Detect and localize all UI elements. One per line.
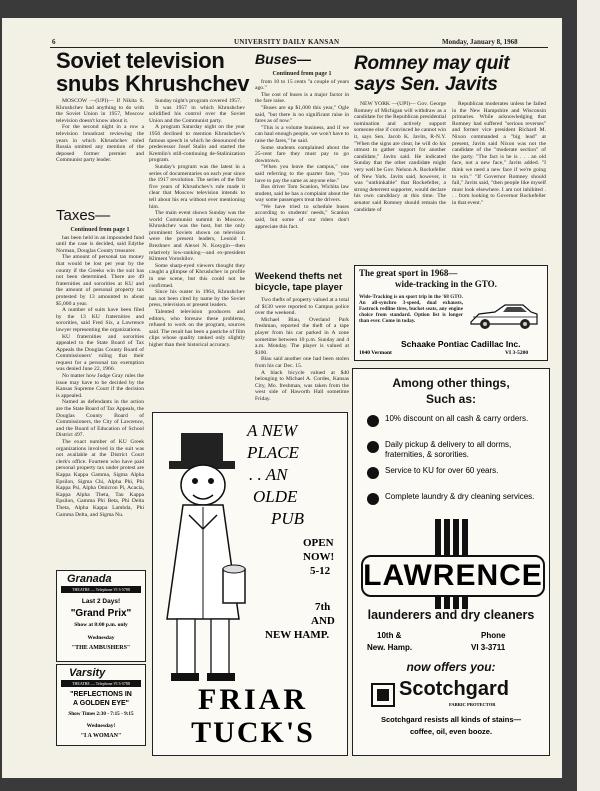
headline-romney-line2: says Sen. Javits <box>354 74 498 95</box>
paragraph: Sunday night's program covered 1957. <box>155 98 242 104</box>
paragraph: Since his ouster in 1964, Khrushchev has not been cited by name by the Soviet press, television or present leaders. <box>149 289 245 309</box>
bullet-icon <box>367 415 379 427</box>
page-number: 6 <box>52 38 56 46</box>
ad-intro-1: Among other things, <box>392 376 510 390</box>
location-line-1: 7th <box>315 601 331 613</box>
paragraph: The main event shown Sunday was the world Communist summit in Moscow. Khrushchev was the host, but the only prominent Soviets shown on television were the present leaders, Leonid I. Brezhnev and Alexei N. Kosygin—then relatively low-ranking—and ex-president Kliment Voroshilov. <box>149 210 245 263</box>
address-line-2: New. Hamp. <box>367 643 413 652</box>
paragraph: Blau said another one had been stolen from his car Dec. 15. <box>255 356 349 369</box>
offer-item: Daily pickup & delivery to all dorms, fraternities, & sororities. <box>385 440 512 459</box>
ad-varsity-theatre <box>56 664 146 746</box>
dealer-name: Schaake Pontiac Cadillac Inc. <box>401 339 521 349</box>
ad-headline-2: wide-tracking in the GTO. <box>395 279 497 289</box>
lawrence-logo: LAWRENCE <box>361 555 545 597</box>
friar-illustration <box>159 419 255 689</box>
ad-pontiac-gto <box>354 265 548 361</box>
offer-item: Service to KU for over 60 years. <box>385 466 499 475</box>
paragraph: Republican moderates unless he failed in the New Hampshire and Wisconsin primaries. While acknowledging that Romney had suffered "serious reverses" and former vice president Richard M. Nixon commanded a "big lead" at present, Javits said Nixon was not the candidate of the "moderate section" of the party. "The fact is he is . . . an old face, not a new face," Javits added. "I think we need a new face if we're going to win." "If Governor Romney should fail," Javits said, "then people like myself must look elsewhere. I am not inhibited . . . from looking to Governor Rockefeller in that event." <box>452 101 546 206</box>
ad-intro-2: Such as: <box>425 392 476 406</box>
paragraph: Some sharp-eyed viewers thought they caught a glimpse of Khrushchev in profile in one scene, but this could not be confirmed. <box>149 262 245 289</box>
pub-line-5: PUB <box>271 509 305 528</box>
ad-days: Last 2 Days! <box>81 598 121 605</box>
ad-headline: The great sport in 1968— <box>359 268 458 278</box>
paragraph: No matter how Judge Gray rules the issue may have to be decided by the Kansas Supreme Court if the decision is appealed. <box>56 373 144 399</box>
showtimes: Show at 8:00 p.m. only <box>74 622 128 628</box>
paragraph: "We have tried to schedule buses according to students' needs," Scanlon said, but some of our riders don't appreciate this fact. <box>255 203 349 230</box>
soviet-column-1 <box>56 98 144 208</box>
paragraph: Some students complained about the 25-cent fare they must pay to go downtown. <box>255 144 349 164</box>
ad-lawrence-launderers <box>352 368 550 756</box>
bullet-icon <box>367 493 379 505</box>
ad-friar-tucks-pub <box>152 412 348 756</box>
headline-thefts-line2: bicycle, tape player <box>255 282 343 293</box>
next-movie: "THE AMBUSHERS" <box>71 645 131 651</box>
paragraph: "Buses are up $1,000 this year," Ogle said, "but there is no significant raise in fares as of now." <box>255 104 349 125</box>
taxes-story <box>56 227 144 567</box>
paragraph: NEW YORK —(UPI)— Gov. George Romney of Michigan will withdraw as a candidate for the Republican presidential nomination and actively support someone else if convinced he cannot win it, says Sen. Jacob K. Javits, R-N.Y. "When the signs are clear, he will do his utmost to gather support for another candidate," Javits said. He indicated Sunday that the other candidate might very well be Gov. Nelson A. Rockefeller of New York. Javits said, however, it was "unthinkable" that Rockefeller, a strong deterrent supporter, would declare his own candidacy at this time. The senator said Romney should remain the candidate of <box>354 101 446 213</box>
paragraph: Bus driver Tom Scanlon, Wichita law student, said he has a complaint about the way some passengers treat the drivers. <box>255 184 349 204</box>
bullet-icon <box>367 467 379 479</box>
stripes-ornament <box>433 519 469 555</box>
headline-thefts-line1: Weekend thefts net <box>255 271 342 282</box>
thefts-story <box>255 297 349 402</box>
paragraph: Michael Blau, Overland Park freshman, reported the theft of a tape player from his car parked in A zone sometime between 10 p.m. Sunday and 4 a.m. Monday. The player is valued at $100. <box>255 316 349 356</box>
issue-date: Monday, January 8, 1968 <box>442 38 518 46</box>
newspaper-page <box>2 18 562 778</box>
headline-soviet-line1: Soviet television <box>56 48 225 73</box>
product-line-1: Scotchgard resists all kinds of stains— <box>380 715 522 724</box>
paragraph: A black bicycle valued at $40 belonging to Michael A. Cordes, Kansas City, Mo. freshman, was taken from the west side of Haworth Hall sometime Friday. <box>255 369 349 402</box>
paragraph: KU fraternities and sororities appealed to the State Board of Tax Appeals the Douglas County Board of Commissioners' ruling that their request for a personal tax exemption was denied June 22, 1966. <box>56 333 144 373</box>
paragraph: MOSCOW —(UPI)— If Nikita S. Khrushchev had anything to do with the Soviet Union in 1957, Moscow television doesn't know about it. <box>56 98 144 124</box>
showtimes: Show Times 2:30 - 7:15 - 9:15 <box>68 711 134 717</box>
pub-line-4: OLDE <box>253 487 298 506</box>
address-line-1: 10th & <box>377 631 402 640</box>
phone-number: VI 3-3711 <box>471 643 506 652</box>
continued-kicker: Continued from page 1 <box>272 71 332 77</box>
paragraph: A number of suits have been filed by the 13 KU fraternities and sororities, said Fred Six, a Lawrence lawyer representing the organizations. <box>56 307 144 333</box>
pub-line-2: PLACE <box>247 443 299 462</box>
pub-line-1: A NEW <box>247 421 298 440</box>
stripes-ornament-lower <box>433 595 469 609</box>
product-subtitle: FABRIC PROTECTOR <box>449 702 496 707</box>
scotchgard-wordmark: Scotchgard <box>399 678 510 700</box>
offer-item: Complete laundry & dry cleaning services. <box>385 492 535 501</box>
paragraph: from 10 to 15 cents "a couple of years ago." <box>255 78 349 92</box>
paragraph: The cost of buses is a major factor in the fare raise. <box>255 91 349 105</box>
paragraph: "This is a volume business, and if we can haul enough people, we won't have to raise the fares," he said. <box>255 124 349 144</box>
paragraph: Talented television producers and editors, who foresaw these problems, refused to work on the program, sources said. The result has been a pastiche of film clips whose quality ranked only slightly higher than their historical accuracy. <box>149 309 245 348</box>
location-line-2: AND <box>311 615 335 627</box>
paragraph: Sunday's program was the latest in a series of documentaries on each year since the 1917 revolution. The series of the first five years of Khrushchev's rule made it clear that Moscow television intends to tell about his era without ever mentioning him. <box>149 163 245 210</box>
romney-column-1 <box>354 101 446 259</box>
ad-body: Wide-Tracking is on sport trip in the '68 GTO. An all-synchro 3-speed, dual exhausts, Fastrock redline tires, bucket seats, any engine choice from standard. Option list is longer than ever. Come in today. <box>359 294 463 324</box>
headline-buses: Buses— <box>255 51 312 67</box>
buses-story <box>255 71 349 271</box>
adjacent-page-strip <box>577 0 600 791</box>
romney-column-2 <box>452 101 546 259</box>
next-day: Wednesday! <box>86 723 116 729</box>
theatre-name: Granada <box>67 573 112 585</box>
masthead: UNIVERSITY DAILY KANSAN <box>234 38 340 46</box>
paragraph: Two thefts of property valued at a total of $130 were reported to Campus police over the weekend. <box>255 297 349 317</box>
hours-text: 5-12 <box>310 565 331 577</box>
offer-item: 10% discount on all cash & carry orders. <box>385 414 529 423</box>
paragraph: For the second night in a row a television broadcast reviewing the years in which Khrushchev ruled Russia omitted any mention of the deposed former premier and Communist party leader. <box>56 124 144 164</box>
paragraph: The amount of personal tax money that would be lost per year by the county if the Greeks win the suit has not been determined. There are 49 fraternities and sororities at KU and the amount of personal property tax protested by 13 amounted to about $5,000 a year. <box>56 254 144 307</box>
next-movie: "I A WOMAN" <box>80 733 122 739</box>
pub-line-3: . . AN <box>249 465 288 484</box>
paragraph: It was 1957 in which Khrushchev solidified his control over the Soviet Union and the Communist party. <box>149 104 245 124</box>
paragraph: has been held in an impounded fund until the case is decided, said Edythe Norman, Douglas County treasurer. <box>56 234 144 254</box>
paragraph: "When you leave the campus," one said referring to the quarter fare, "you have to pay the same as anyone else." <box>255 164 349 184</box>
now-offers: now offers you: <box>406 660 496 674</box>
theatre-name: Varsity <box>69 667 106 679</box>
soviet-column-2 <box>149 98 245 403</box>
movie-title-line2: A GOLDEN EYE" <box>73 700 129 707</box>
theatre-subbar: THEATRE — Telephone VI 3-5788 <box>61 680 141 687</box>
next-day: Wednesday <box>87 635 115 641</box>
headline-romney-line1: Romney may quit <box>354 53 510 74</box>
dealer-phone: VI 3-5200 <box>505 350 529 356</box>
pub-name-1: FRIAR <box>198 683 308 716</box>
location-line-3: NEW HAMP. <box>265 629 330 641</box>
scotchgard-logo-icon <box>371 683 395 707</box>
product-line-2: coffee, oil, even booze. <box>409 727 493 736</box>
theatre-subbar: THEATRE — Telephone VI 3-5788 <box>61 586 141 593</box>
brand-subtitle: launderers and dry cleaners <box>367 608 535 622</box>
car-illustration <box>467 296 541 336</box>
open-text: OPEN <box>303 537 334 549</box>
paragraph: The exact number of KU Greek organizations involved in the suit was not available at the District Court clerk's office. Fourteen who have paid personal property tax under protest are Kappa Kappa Gamma, Sigma Alpha Epsilon, Sigma Chi, Alpha Phi, Phi Kappa Psi, Alpha Omicron Pi, Acacia, Kappa Alpha Theta, Tau Kappa Epsilon, Gamma Phi Beta, Phi Delta Theta, Alpha Kappa Lambda, Phi Gamma Delta, and Sigma Nu. <box>56 439 144 518</box>
movie-title-line1: "REFLECTIONS IN <box>70 691 132 698</box>
ad-granada-theatre <box>56 570 146 662</box>
headline-taxes: Taxes— <box>56 207 111 224</box>
paragraph: Named as defendants in the action are the State Board of Tax Appeals, the Douglas County Board of Commissioners, the City of Lawrence, and the Board of Education of School District 497. <box>56 399 144 439</box>
pub-name-2: TUCK'S <box>191 716 315 749</box>
dealer-address: 1040 Vermont <box>359 350 392 356</box>
now-text: NOW! <box>303 551 335 563</box>
continued-kicker: Continued from page 1 <box>70 227 130 233</box>
paragraph: A program Saturday night on the year 1956 declined to mention Khrushchev's famous speech in which he denounced the predecessor Josef Stalin and started the Kremlin's still-continuing de-Stalinization program. <box>149 124 245 164</box>
headline-soviet-line2: snubs Khrushchev <box>56 71 250 96</box>
phone-label: Phone <box>481 631 506 640</box>
movie-title: "Grand Prix" <box>70 608 132 619</box>
bullet-icon <box>367 441 379 453</box>
